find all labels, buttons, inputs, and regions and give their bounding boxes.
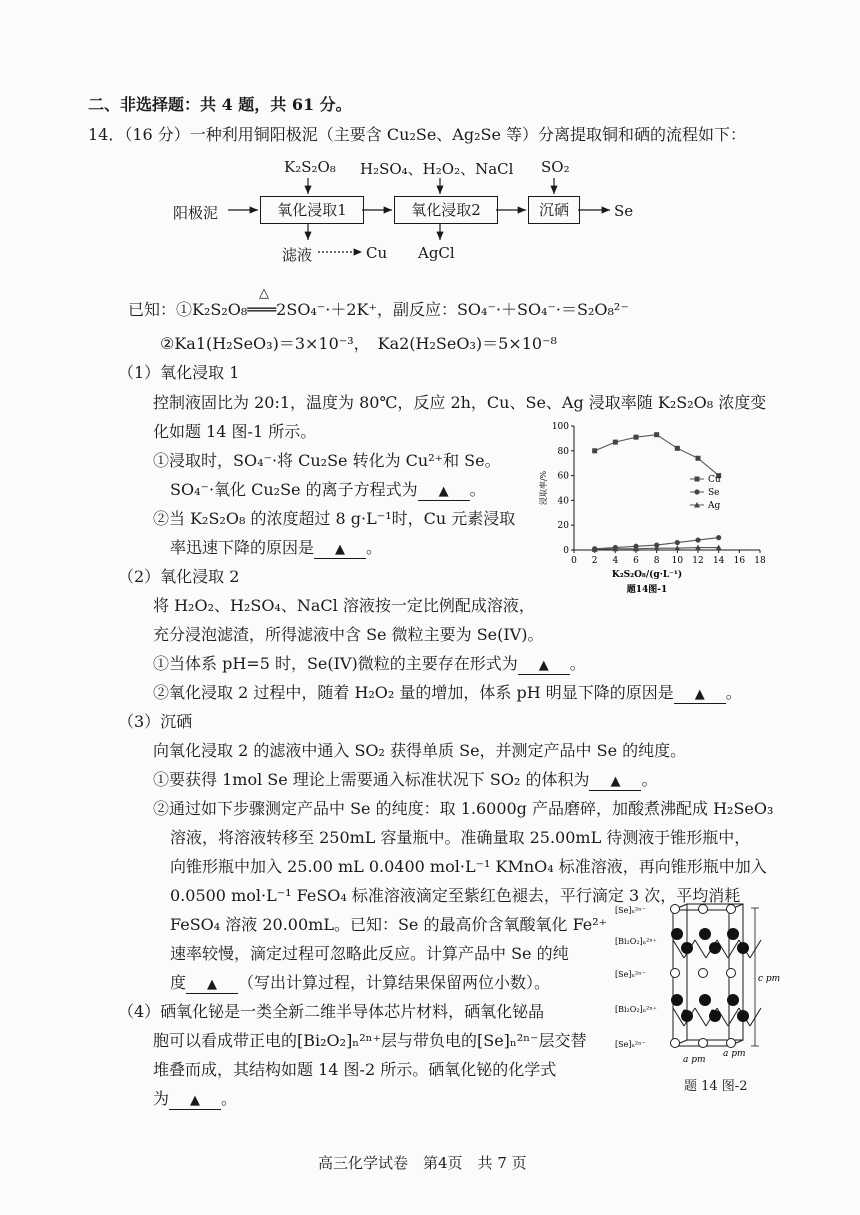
layer-label: [Se]ₙ²ⁿ⁻	[615, 970, 646, 979]
part4-l3: 堆叠而成，其结构如题 14 图-2 所示。硒氧化铋的化学式	[153, 1060, 557, 1079]
part4-l4: 为 ▲ 。	[153, 1089, 238, 1108]
part1-q2b-text: 率迅速下降的原因是	[170, 538, 315, 557]
y-tick-label: 60	[557, 471, 569, 482]
bi-atom	[737, 942, 749, 954]
part1-text1: 控制液固比为 20:1，温度为 80℃，反应 2h，Cu、Se、Ag 浸取率随 K₂S₂O₈ 浓度变	[153, 393, 767, 412]
se-atom	[727, 969, 736, 978]
x-tick-label: 18	[754, 556, 766, 566]
answer-mark: ▲	[538, 658, 549, 673]
layer-label: [Se]ₙ²ⁿ⁻	[615, 1040, 646, 1049]
o-atom	[683, 1010, 688, 1015]
legend-label: Se	[708, 488, 720, 498]
legend-label: Ag	[708, 501, 721, 511]
data-point	[654, 432, 659, 437]
reagent-1: K₂S₂O₈	[284, 158, 336, 176]
chart-caption: 题14图-1	[626, 585, 668, 595]
bi-atom	[671, 928, 683, 940]
part4-l1: （4）硒氧化铋是一类全新二维半导体芯片材料，硒氧化铋晶	[118, 1002, 545, 1021]
bi-atom	[737, 1010, 749, 1022]
o-atom	[683, 943, 688, 948]
part3-title: （3）沉硒	[118, 712, 193, 731]
answer-mark: ▲	[610, 774, 621, 789]
x-tick-label: 14	[712, 556, 725, 566]
se-atom	[671, 969, 680, 978]
part1-text2: 化如题 14 图-1 所示。	[153, 422, 317, 441]
crystal-caption: 题 14 图-2	[684, 1079, 748, 1094]
known-line-2: ②Ka1(H₂SeO₃)＝3×10⁻³， Ka2(H₂SeO₃)＝5×10⁻⁸	[160, 334, 557, 353]
bi-atom	[671, 994, 683, 1006]
part3-q2f: 速率较慢，滴定过程可忽略此反应。计算产品中 Se 的纯	[170, 944, 569, 963]
answer-mark: ▲	[694, 687, 705, 702]
part4-l4-text: 为	[153, 1089, 170, 1108]
answer-blank[interactable]	[418, 482, 470, 501]
answer-blank[interactable]	[186, 975, 238, 994]
se-atom	[699, 1039, 708, 1048]
answer-mark: ▲	[207, 977, 218, 992]
x-tick-label: 16	[733, 556, 746, 566]
part1-q1b: SO₄⁻·氧化 Cu₂Se 的离子方程式为 ▲ 。	[170, 480, 486, 499]
part3-q1-text: ①要获得 1mol Se 理论上需要通入标准状况下 SO₂ 的体积为	[153, 770, 590, 789]
data-point	[613, 440, 618, 445]
reagent-2: H₂SO₄、H₂O₂、NaCl	[360, 160, 514, 178]
part3-q2a: ②通过如下步骤测定产品中 Se 的纯度：取 1.6000g 产品磨碎，加酸煮沸配成 H₂SeO₃	[153, 799, 774, 818]
x-tick-label: 10	[671, 556, 684, 566]
part1-q1a: ①浸取时，SO₄⁻·将 Cu₂Se 转化为 Cu²⁺和 Se。	[153, 451, 501, 470]
data-point	[696, 456, 701, 461]
o-atom	[711, 943, 716, 948]
x-tick-label: 4	[612, 556, 619, 566]
a-axis-label: a pm	[723, 1049, 746, 1059]
flow-box-1: 氧化浸取1	[260, 196, 364, 224]
y-axis-label: 浸取率/%	[539, 470, 548, 506]
se-atom	[671, 1039, 680, 1048]
bi-atom	[727, 928, 739, 940]
se-atom	[671, 905, 680, 914]
part3-text1: 向氧化浸取 2 的滤液中通入 SO₂ 获得单质 Se，并测定产品中 Se 的纯度。	[153, 741, 687, 760]
answer-mark: ▲	[190, 1093, 201, 1108]
answer-mark: ▲	[438, 484, 449, 499]
layer-label: [Bi₂O₂]ₙ²ⁿ⁺	[615, 937, 658, 946]
atoms	[671, 905, 750, 1048]
x-tick-label: 6	[633, 556, 639, 566]
chart-legend	[690, 475, 721, 511]
data-point	[592, 448, 597, 453]
page-footer: 高三化学试卷 第4页 共 7 页	[318, 1154, 527, 1172]
part2-text2: 充分浸泡滤渣，所得滤液中含 Se 微粒主要为 Se(IV)。	[153, 625, 544, 644]
data-point	[675, 540, 680, 545]
legend-marker	[695, 477, 700, 482]
part3-q2g-text: 度	[170, 973, 187, 992]
flow-box-3: 沉硒	[528, 196, 580, 224]
part1-q1b-text: SO₄⁻·氧化 Cu₂Se 的离子方程式为	[170, 480, 418, 499]
answer-blank[interactable]	[674, 685, 726, 704]
se-atom	[699, 905, 708, 914]
part2-title: （2）氧化浸取 2	[118, 567, 240, 586]
answer-blank[interactable]	[169, 1091, 221, 1110]
flow-arrows	[0, 0, 860, 280]
part1-q2a: ②当 K₂S₂O₈ 的浓度超过 8 g·L⁻¹时，Cu 元素浸取	[153, 509, 516, 528]
part3-q2b: 溶液，将溶液转移至 250mL 容量瓶中。准确量取 25.00mL 待测液于锥形瓶中，	[170, 828, 751, 847]
bi-atom	[699, 994, 711, 1006]
part3-q1: ①要获得 1mol Se 理论上需要通入标准状况下 SO₂ 的体积为 ▲ 。	[153, 770, 658, 789]
answer-mark: ▲	[335, 542, 346, 557]
se-atom	[699, 969, 708, 978]
part2-q2-text: ②氧化浸取 2 过程中，随着 H₂O₂ 量的增加，体系 pH 明显下降的原因是	[153, 683, 674, 702]
data-point	[716, 535, 721, 540]
crystal-structure-diagram	[615, 900, 795, 1072]
flow-end: Se	[614, 202, 634, 220]
section-title: 二、非选择题：共 4 题，共 61 分。	[88, 95, 352, 114]
known-line-1: 已知：①K₂S₂O₈═══2SO₄⁻·＋2K⁺，副反应：SO₄⁻·＋SO₄⁻·＝S₂O₈²⁻	[128, 300, 629, 319]
leaching-chart	[530, 418, 780, 596]
x-tick-label: 8	[653, 556, 660, 566]
bi-atom	[699, 928, 711, 940]
o-atom	[711, 1010, 716, 1015]
data-point	[695, 537, 700, 542]
part2-q1: ①当体系 pH=5 时，Se(IV)微粒的主要存在形式为 ▲ 。	[153, 654, 586, 673]
se-atom	[727, 1039, 736, 1048]
data-point	[634, 435, 639, 440]
y-tick-label: 80	[557, 446, 569, 457]
answer-blank[interactable]	[589, 772, 641, 791]
part3-q2h-text: （写出计算过程，计算结果保留两位小数）。	[238, 973, 551, 992]
part1-q2b: 率迅速下降的原因是 ▲ 。	[170, 538, 383, 557]
c-axis-label: c pm	[758, 974, 781, 984]
part4-l2: 胞可以看成带正电的[Bi₂O₂]ₙ²ⁿ⁺层与带负电的[Se]ₙ²ⁿ⁻层交替	[153, 1031, 587, 1050]
flow-out-agcl: AgCl	[418, 244, 455, 262]
layer-label: [Se]ₙ²ⁿ⁻	[615, 906, 646, 915]
part3-q2c: 向锥形瓶中加入 25.00 mL 0.0400 mol·L⁻¹ KMnO₄ 标准溶液，再向锥形瓶中加入	[170, 857, 767, 876]
answer-blank[interactable]	[314, 540, 366, 559]
layer-label: [Bi₂O₂]ₙ²ⁿ⁺	[615, 1005, 658, 1014]
a-axis-label: a pm	[683, 1055, 706, 1065]
part3-q2d: 0.0500 mol·L⁻¹ FeSO₄ 标准溶液滴定至紫红色褪去，平行滴定 3 次，平均消耗	[170, 886, 741, 905]
answer-blank[interactable]	[518, 656, 570, 675]
x-axis-label: K₂S₂O₈/(g·L⁻¹)	[611, 570, 683, 580]
series-cu	[592, 432, 721, 478]
part2-q1-text: ①当体系 pH=5 时，Se(IV)微粒的主要存在形式为	[153, 654, 518, 673]
y-tick-label: 0	[563, 546, 569, 556]
part3-q2g	[170, 970, 550, 994]
flow-start: 阳极泥	[173, 204, 219, 222]
flow-box-2: 氧化浸取2	[394, 196, 498, 224]
x-tick-label: 12	[692, 556, 704, 566]
part2-text1: 将 H₂O₂、H₂SO₄、NaCl 溶液按一定比例配成溶液，	[153, 596, 535, 615]
x-tick-label: 0	[571, 556, 577, 566]
y-tick-label: 20	[557, 521, 569, 532]
y-tick-label: 100	[551, 422, 569, 432]
y-tick-label: 40	[557, 496, 569, 507]
part2-q2: ②氧化浸取 2 过程中，随着 H₂O₂ 量的增加，体系 pH 明显下降的原因是 ▲ 。	[153, 683, 742, 702]
x-tick-label: 2	[591, 556, 598, 566]
reagent-3: SO₂	[541, 158, 570, 176]
bi-atom	[727, 994, 739, 1006]
data-point	[675, 446, 680, 451]
part1-title: （1）氧化浸取 1	[118, 363, 240, 382]
heat-symbol: △	[259, 286, 269, 301]
flow-out-cu: Cu	[366, 244, 388, 262]
legend-marker	[694, 489, 699, 494]
part3-q2e: FeSO₄ 溶液 20.00mL。已知：Se 的最高价含氧酸氧化 Fe²⁺	[170, 915, 608, 934]
se-atom	[727, 905, 736, 914]
question-header: 14．（16 分）一种利用铜阳极泥（主要含 Cu₂Se、Ag₂Se 等）分离提取铜和硒的流程如下：	[88, 125, 747, 144]
legend-label: Cu	[708, 475, 721, 485]
flow-out-filtrate: 滤液	[282, 246, 313, 264]
